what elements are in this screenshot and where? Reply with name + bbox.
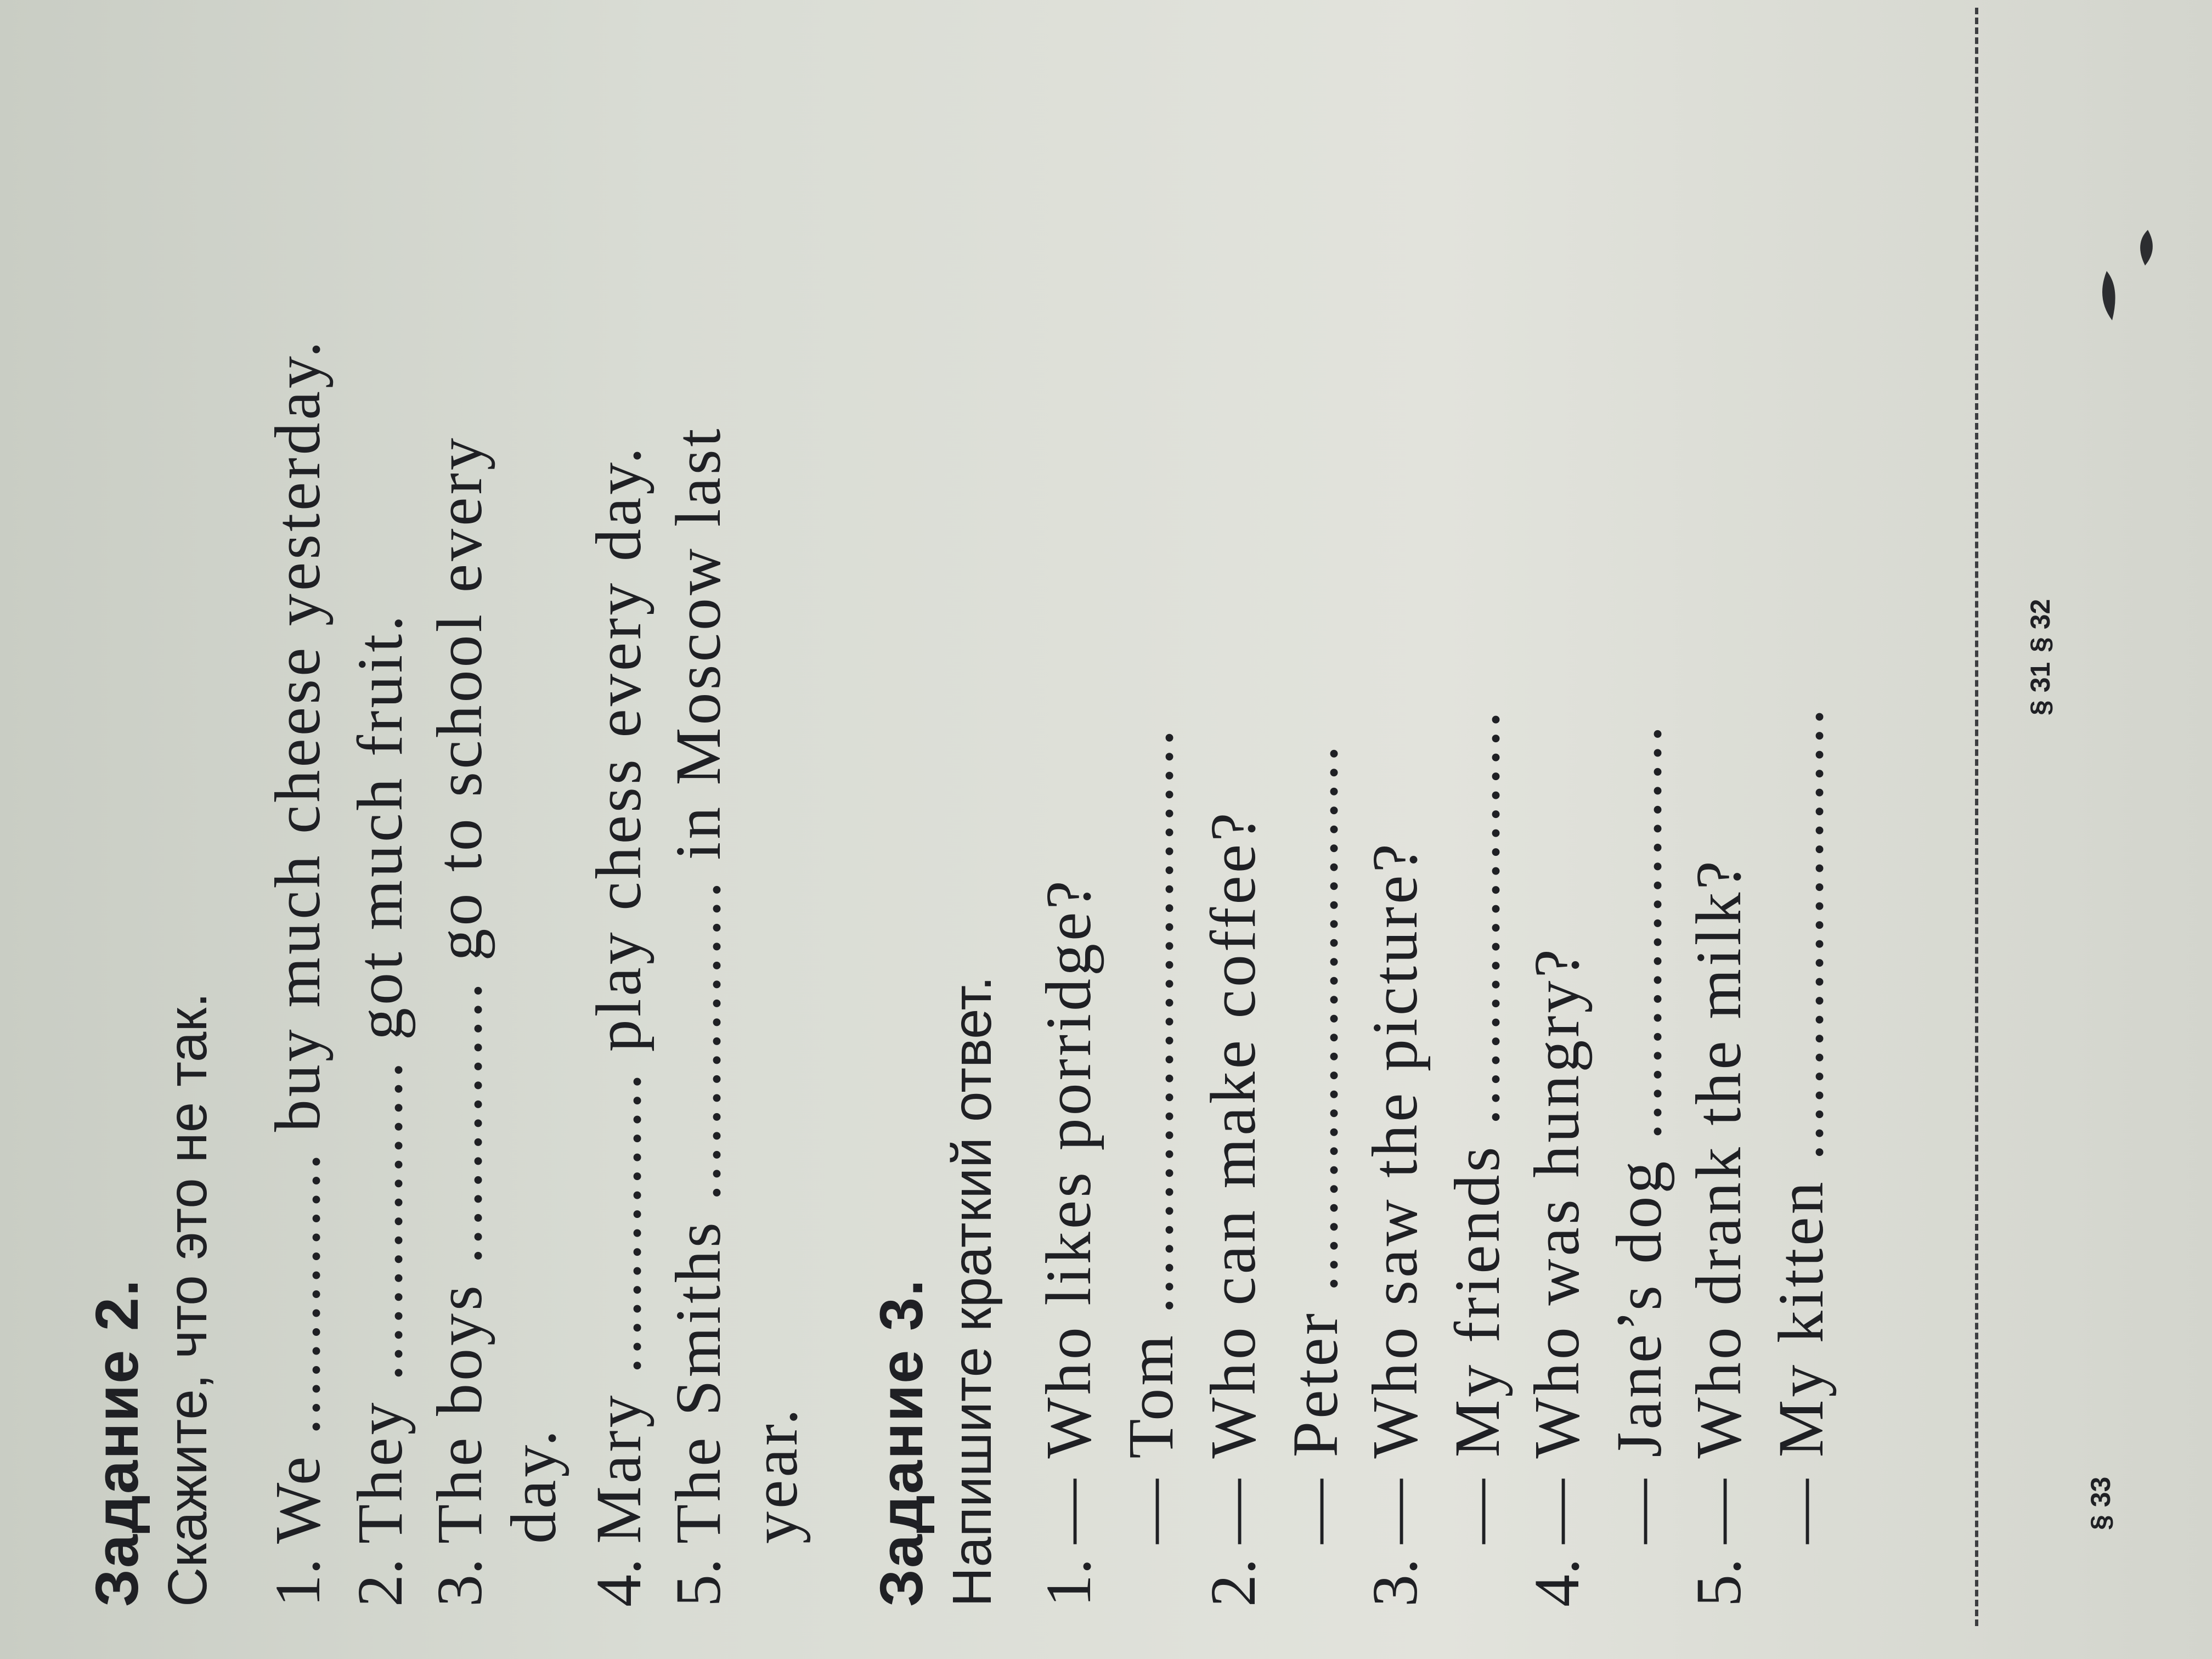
task2-item-3-continuation: day. xyxy=(498,1427,569,1544)
task3-item-3-answer: — My friends ...................... xyxy=(1441,708,1513,1544)
task2-item-1-number: 1. xyxy=(262,1558,334,1607)
task3-item-1-answer: — Tom ............................... xyxy=(1115,727,1187,1544)
task2-item-1-text: We ............... buy much cheese yesterday. xyxy=(262,338,334,1544)
task3-item-2-answer: — Peter ............................. xyxy=(1279,743,1351,1544)
task3-item-2-question: — Who can make coffee? xyxy=(1197,810,1269,1544)
task3-item-2-number: 2. xyxy=(1197,1558,1269,1607)
section-ref-31: § 31 xyxy=(2025,662,2056,715)
task3-item-4-answer: — Jane’s dog ...................... xyxy=(1603,723,1675,1544)
task3-item-5-question: — Who drank the milk? xyxy=(1683,858,1754,1544)
task2-item-5-text: The Smiths ................. in Moscow last xyxy=(662,426,734,1544)
task2-item-2-text: They ................. got much fruit. xyxy=(344,612,416,1544)
task2-item-3-text: The boys ............... go to school every xyxy=(424,435,495,1544)
task2-item-4-number: 4. xyxy=(583,1558,654,1607)
task3-item-5-answer: — My kitten ........................ xyxy=(1765,706,1837,1544)
task3-item-5-number: 5. xyxy=(1683,1558,1754,1607)
task2-item-4-text: Mary ................ play chess every day. xyxy=(583,444,654,1544)
task3-item-3-number: 3. xyxy=(1359,1558,1431,1607)
task3-instruction: Напишите краткий ответ. xyxy=(941,976,1003,1607)
task3-item-1-question: — Who likes porridge? xyxy=(1032,878,1104,1544)
task3-item-1-number: 1. xyxy=(1032,1558,1104,1607)
task3-item-4-question: — Who was hungry? xyxy=(1521,946,1593,1544)
section-ref-33: § 33 xyxy=(2085,1476,2116,1530)
task3-title: Задание 3. xyxy=(868,1278,935,1607)
task2-item-5-continuation: year. xyxy=(739,1406,811,1544)
task2-item-5-number: 5. xyxy=(662,1558,734,1607)
pencil-icon xyxy=(2090,222,2181,331)
task2-item-2-number: 2. xyxy=(344,1558,416,1607)
task2-title: Задание 2. xyxy=(83,1278,151,1607)
cut-line xyxy=(1975,8,1978,1626)
task3-item-4-number: 4. xyxy=(1521,1558,1593,1607)
task3-item-3-question: — Who saw the picture? xyxy=(1359,841,1431,1544)
section-ref-32: § 32 xyxy=(2025,599,2056,652)
task2-instruction: Скажите, что это не так. xyxy=(157,992,218,1607)
task2-item-3-number: 3. xyxy=(424,1558,495,1607)
